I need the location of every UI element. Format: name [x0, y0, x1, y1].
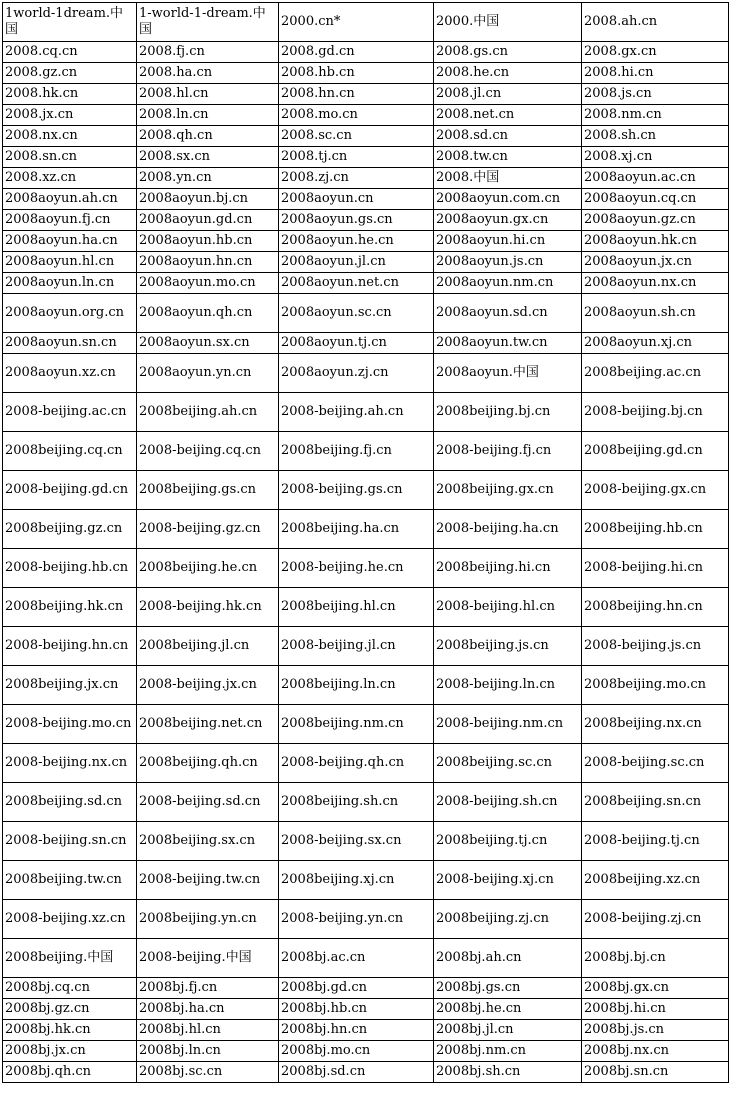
table-cell: 2008.zj.cn [279, 168, 434, 189]
table-cell: 2008bj.nm.cn [434, 1041, 582, 1062]
table-row [3, 210, 729, 231]
table-cell: 2008beijing.gz.cn [3, 510, 137, 549]
table-row [3, 783, 729, 822]
table-cell: 2008.tj.cn [279, 147, 434, 168]
table-cell: 2008aoyun.yn.cn [137, 354, 279, 393]
table-cell: 2008.gx.cn [582, 42, 729, 63]
table-cell: 2000.中国 [434, 3, 582, 42]
table-cell: 2008beijing.gx.cn [434, 471, 582, 510]
table-cell: 2008.gz.cn [3, 63, 137, 84]
table-row [3, 231, 729, 252]
table-cell: 2008-beijing.ha.cn [434, 510, 582, 549]
table-cell: 2008-beijing.sx.cn [279, 822, 434, 861]
table-cell: 2008-beijing.js.cn [582, 627, 729, 666]
table-cell: 2008beijing.jx.cn [3, 666, 137, 705]
table-cell: 2008beijing.sd.cn [3, 783, 137, 822]
table-cell: 2008aoyun.tw.cn [434, 333, 582, 354]
table-cell: 2008beijing.hk.cn [3, 588, 137, 627]
table-row [3, 105, 729, 126]
table-cell: 2008aoyun.he.cn [279, 231, 434, 252]
table-cell: 2008aoyun.org.cn [3, 294, 137, 333]
table-row [3, 705, 729, 744]
table-cell: 2008bj.he.cn [434, 999, 582, 1020]
table-cell: 2008beijing.tw.cn [3, 861, 137, 900]
table-cell: 2008-beijing.tj.cn [582, 822, 729, 861]
table-cell: 2008-beijing.nx.cn [3, 744, 137, 783]
table-cell: 2008-beijing.hk.cn [137, 588, 279, 627]
table-row [3, 432, 729, 471]
table-cell: 2008.xz.cn [3, 168, 137, 189]
table-cell: 2008.jx.cn [3, 105, 137, 126]
table-cell: 2008.jl.cn [434, 84, 582, 105]
table-cell: 2008beijing.gs.cn [137, 471, 279, 510]
table-cell: 2008-beijing.jl.cn [279, 627, 434, 666]
table-cell: 2008beijing.tj.cn [434, 822, 582, 861]
table-row [3, 393, 729, 432]
table-cell: 2008bj.gx.cn [582, 978, 729, 999]
table-row [3, 1041, 729, 1062]
table-cell: 2008beijing.sc.cn [434, 744, 582, 783]
table-cell: 2008aoyun.sh.cn [582, 294, 729, 333]
table-cell: 2008beijing.fj.cn [279, 432, 434, 471]
table-cell: 2008aoyun.ha.cn [3, 231, 137, 252]
table-cell: 2008aoyun.hi.cn [434, 231, 582, 252]
table-cell: 2008aoyun.sc.cn [279, 294, 434, 333]
table-cell: 2008aoyun.net.cn [279, 273, 434, 294]
table-row [3, 666, 729, 705]
table-cell: 2008-beijing.jx.cn [137, 666, 279, 705]
table-cell: 2008-beijing.zj.cn [582, 900, 729, 939]
table-cell: 2008beijing.yn.cn [137, 900, 279, 939]
table-cell: 2008bj.nx.cn [582, 1041, 729, 1062]
table-cell: 2008beijing.xz.cn [582, 861, 729, 900]
table-cell: 2008.he.cn [434, 63, 582, 84]
table-cell: 2008bj.fj.cn [137, 978, 279, 999]
table-cell: 2008aoyun.gd.cn [137, 210, 279, 231]
table-cell: 2008-beijing.gd.cn [3, 471, 137, 510]
table-cell: 2008beijing.ln.cn [279, 666, 434, 705]
table-cell: 2008beijing.he.cn [137, 549, 279, 588]
table-cell: 2008.fj.cn [137, 42, 279, 63]
table-cell: 2008bj.ln.cn [137, 1041, 279, 1062]
table-cell: 2008.中国 [434, 168, 582, 189]
table-cell: 2008-beijing.cq.cn [137, 432, 279, 471]
table-cell: 2008-beijing.he.cn [279, 549, 434, 588]
table-cell: 2008bj.mo.cn [279, 1041, 434, 1062]
table-cell: 2008-beijing.sn.cn [3, 822, 137, 861]
table-cell: 2008.sn.cn [3, 147, 137, 168]
table-cell: 2008-beijing.fj.cn [434, 432, 582, 471]
table-cell: 2008aoyun.js.cn [434, 252, 582, 273]
table-cell: 2008bj.hl.cn [137, 1020, 279, 1041]
table-cell: 2008aoyun.gz.cn [582, 210, 729, 231]
table-cell: 2008beijing.js.cn [434, 627, 582, 666]
table-cell: 2008.tw.cn [434, 147, 582, 168]
table-row [3, 3, 729, 42]
table-cell: 2008aoyun.nm.cn [434, 273, 582, 294]
table-cell: 2008aoyun.tj.cn [279, 333, 434, 354]
table-cell: 2008bj.sd.cn [279, 1062, 434, 1083]
table-cell: 2008aoyun.fj.cn [3, 210, 137, 231]
table-cell: 2008beijing.nx.cn [582, 705, 729, 744]
table-cell: 2008.js.cn [582, 84, 729, 105]
table-cell: 2008-beijing.ah.cn [279, 393, 434, 432]
domain-table-page [2, 2, 728, 1083]
table-cell: 2008aoyun.cq.cn [582, 189, 729, 210]
table-cell: 1world-1dream.中国 [3, 3, 137, 42]
table-cell: 2008-beijing.tw.cn [137, 861, 279, 900]
table-cell: 2008.sc.cn [279, 126, 434, 147]
table-cell: 2008.gs.cn [434, 42, 582, 63]
table-cell: 2008beijing.net.cn [137, 705, 279, 744]
table-cell: 2008.nm.cn [582, 105, 729, 126]
table-cell: 2008aoyun.中国 [434, 354, 582, 393]
table-cell: 2008aoyun.mo.cn [137, 273, 279, 294]
table-cell: 2008.mo.cn [279, 105, 434, 126]
table-cell: 2008beijing.xj.cn [279, 861, 434, 900]
table-cell: 2008bj.jx.cn [3, 1041, 137, 1062]
table-row [3, 147, 729, 168]
table-cell: 2008beijing.ah.cn [137, 393, 279, 432]
table-cell: 2008.hb.cn [279, 63, 434, 84]
table-cell: 2008aoyun.sn.cn [3, 333, 137, 354]
table-cell: 2008aoyun.xz.cn [3, 354, 137, 393]
table-row [3, 63, 729, 84]
table-cell: 2008bj.ac.cn [279, 939, 434, 978]
table-cell: 2008beijing.zj.cn [434, 900, 582, 939]
table-row [3, 744, 729, 783]
table-cell: 2008aoyun.ln.cn [3, 273, 137, 294]
table-cell: 2008beijing.gd.cn [582, 432, 729, 471]
table-row [3, 999, 729, 1020]
table-cell: 2008-beijing.ac.cn [3, 393, 137, 432]
table-cell: 2008aoyun.sd.cn [434, 294, 582, 333]
table-cell: 2008beijing.cq.cn [3, 432, 137, 471]
table-cell: 2008aoyun.gs.cn [279, 210, 434, 231]
table-cell: 2008.yn.cn [137, 168, 279, 189]
table-row [3, 273, 729, 294]
table-cell: 2008beijing.mo.cn [582, 666, 729, 705]
table-cell: 2008.gd.cn [279, 42, 434, 63]
table-cell: 2008beijing.ha.cn [279, 510, 434, 549]
table-cell: 2008beijing.hn.cn [582, 588, 729, 627]
table-cell: 2008-beijing.qh.cn [279, 744, 434, 783]
table-cell: 2008bj.ha.cn [137, 999, 279, 1020]
table-cell: 1-world-1-dream.中国 [137, 3, 279, 42]
table-cell: 2008-beijing.sc.cn [582, 744, 729, 783]
table-cell: 2008aoyun.hk.cn [582, 231, 729, 252]
table-cell: 2008.sh.cn [582, 126, 729, 147]
table-cell: 2008-beijing.xj.cn [434, 861, 582, 900]
table-row [3, 1020, 729, 1041]
table-cell: 2008.ah.cn [582, 3, 729, 42]
table-cell: 2008bj.sh.cn [434, 1062, 582, 1083]
table-cell: 2008-beijing.xz.cn [3, 900, 137, 939]
table-cell: 2008-beijing.sh.cn [434, 783, 582, 822]
table-cell: 2008-beijing.nm.cn [434, 705, 582, 744]
table-cell: 2008-beijing.中国 [137, 939, 279, 978]
table-cell: 2008.nx.cn [3, 126, 137, 147]
table-cell: 2008-beijing.hi.cn [582, 549, 729, 588]
table-cell: 2008aoyun.hl.cn [3, 252, 137, 273]
table-cell: 2008beijing.hi.cn [434, 549, 582, 588]
table-row [3, 588, 729, 627]
table-cell: 2008aoyun.nx.cn [582, 273, 729, 294]
table-row [3, 333, 729, 354]
table-row [3, 84, 729, 105]
table-cell: 2008bj.hb.cn [279, 999, 434, 1020]
table-cell: 2008beijing.qh.cn [137, 744, 279, 783]
table-cell: 2008aoyun.hn.cn [137, 252, 279, 273]
table-cell: 2008beijing.sx.cn [137, 822, 279, 861]
table-cell: 2000.cn* [279, 3, 434, 42]
table-cell: 2008bj.gd.cn [279, 978, 434, 999]
table-cell: 2008.sx.cn [137, 147, 279, 168]
table-row [3, 471, 729, 510]
table-cell: 2008-beijing.gs.cn [279, 471, 434, 510]
table-cell: 2008.sd.cn [434, 126, 582, 147]
table-cell: 2008.hk.cn [3, 84, 137, 105]
table-cell: 2008-beijing.bj.cn [582, 393, 729, 432]
table-cell: 2008.ha.cn [137, 63, 279, 84]
table-cell: 2008aoyun.ah.cn [3, 189, 137, 210]
table-cell: 2008bj.sn.cn [582, 1062, 729, 1083]
table-cell: 2008beijing.nm.cn [279, 705, 434, 744]
table-cell: 2008beijing.hl.cn [279, 588, 434, 627]
table-cell: 2008aoyun.cn [279, 189, 434, 210]
table-cell: 2008-beijing.gx.cn [582, 471, 729, 510]
table-cell: 2008bj.cq.cn [3, 978, 137, 999]
table-row [3, 861, 729, 900]
table-cell: 2008aoyun.jl.cn [279, 252, 434, 273]
table-cell: 2008.ln.cn [137, 105, 279, 126]
table-cell: 2008-beijing.hl.cn [434, 588, 582, 627]
table-cell: 2008aoyun.com.cn [434, 189, 582, 210]
table-cell: 2008-beijing.hn.cn [3, 627, 137, 666]
table-cell: 2008-beijing.sd.cn [137, 783, 279, 822]
table-cell: 2008bj.ah.cn [434, 939, 582, 978]
table-row [3, 42, 729, 63]
table-row [3, 354, 729, 393]
table-row [3, 252, 729, 273]
table-cell: 2008aoyun.jx.cn [582, 252, 729, 273]
table-cell: 2008bj.hk.cn [3, 1020, 137, 1041]
table-cell: 2008aoyun.hb.cn [137, 231, 279, 252]
table-row [3, 549, 729, 588]
table-cell: 2008.qh.cn [137, 126, 279, 147]
table-cell: 2008beijing.中国 [3, 939, 137, 978]
table-cell: 2008aoyun.sx.cn [137, 333, 279, 354]
table-row [3, 627, 729, 666]
table-cell: 2008aoyun.bj.cn [137, 189, 279, 210]
table-cell: 2008aoyun.zj.cn [279, 354, 434, 393]
table-cell: 2008bj.gs.cn [434, 978, 582, 999]
table-row [3, 978, 729, 999]
table-row [3, 168, 729, 189]
table-cell: 2008.net.cn [434, 105, 582, 126]
table-cell: 2008aoyun.qh.cn [137, 294, 279, 333]
table-cell: 2008beijing.hb.cn [582, 510, 729, 549]
table-cell: 2008bj.qh.cn [3, 1062, 137, 1083]
table-cell: 2008beijing.jl.cn [137, 627, 279, 666]
table-cell: 2008.cq.cn [3, 42, 137, 63]
table-cell: 2008-beijing.mo.cn [3, 705, 137, 744]
table-cell: 2008-beijing.gz.cn [137, 510, 279, 549]
table-cell: 2008beijing.sn.cn [582, 783, 729, 822]
table-cell: 2008aoyun.gx.cn [434, 210, 582, 231]
table-cell: 2008bj.js.cn [582, 1020, 729, 1041]
table-cell: 2008.hl.cn [137, 84, 279, 105]
table-cell: 2008bj.gz.cn [3, 999, 137, 1020]
table-cell: 2008-beijing.hb.cn [3, 549, 137, 588]
table-row [3, 510, 729, 549]
table-cell: 2008bj.bj.cn [582, 939, 729, 978]
domain-table-body [3, 3, 729, 1083]
table-cell: 2008aoyun.ac.cn [582, 168, 729, 189]
table-cell: 2008aoyun.xj.cn [582, 333, 729, 354]
domain-name-table [2, 2, 729, 1083]
table-cell: 2008beijing.ac.cn [582, 354, 729, 393]
table-cell: 2008.hn.cn [279, 84, 434, 105]
table-cell: 2008beijing.sh.cn [279, 783, 434, 822]
table-cell: 2008bj.sc.cn [137, 1062, 279, 1083]
table-row [3, 900, 729, 939]
table-row [3, 939, 729, 978]
table-cell: 2008bj.hi.cn [582, 999, 729, 1020]
table-cell: 2008.xj.cn [582, 147, 729, 168]
table-row [3, 822, 729, 861]
table-cell: 2008bj.jl.cn [434, 1020, 582, 1041]
table-row [3, 1062, 729, 1083]
table-cell: 2008-beijing.yn.cn [279, 900, 434, 939]
table-row [3, 126, 729, 147]
table-row [3, 294, 729, 333]
table-cell: 2008.hi.cn [582, 63, 729, 84]
table-row [3, 189, 729, 210]
table-cell: 2008-beijing.ln.cn [434, 666, 582, 705]
table-cell: 2008bj.hn.cn [279, 1020, 434, 1041]
table-cell: 2008beijing.bj.cn [434, 393, 582, 432]
